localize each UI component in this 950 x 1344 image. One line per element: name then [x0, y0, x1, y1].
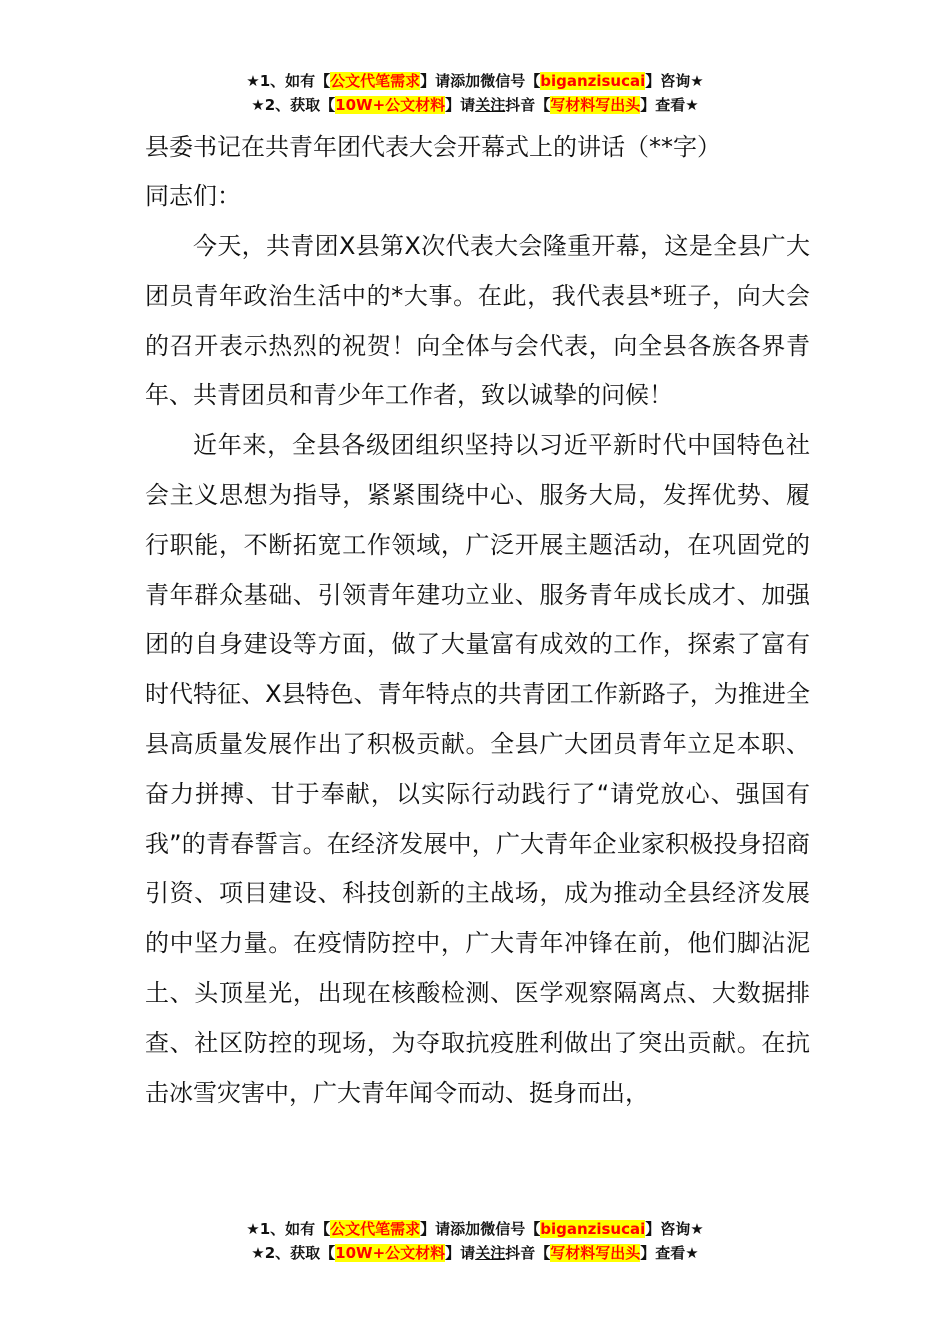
emphasis-add: 添加 — [450, 1220, 481, 1238]
footer-banner — [0, 1218, 950, 1266]
document-title: 县委书记在共青年团代表大会开幕式上的讲话（**字） — [145, 133, 721, 161]
emphasis-follow: 关注 — [475, 1244, 506, 1262]
highlight-materials: 10W+公文材料 — [335, 1244, 446, 1262]
highlight-service: 公文代笔需求 — [330, 72, 421, 90]
highlight-service: 公文代笔需求 — [330, 1220, 421, 1238]
paragraph: 近年来，全县各级团组织坚持以习近平新时代中国特色社会主义思想为指导，紧紧围绕中心、服务大局，发挥优势、履行职能，不断拓宽工作领域，广泛开展主题活动，在巩固党的青年群众基础、引领青年建功立业、服务青年成长成才、加强团的自身建设等方面，做了大量富有成效的工作，探索了富有时代特征、X县特色、青年特点的共青团工作新路子，为推进全县高质量发展作出了积极贡献。全县广大团员青年立足本职、奋力拼搏、甘于奉献，以实际行动践行了“请党放心、强国有我”的青春誓言。在经济发展中，广大青年企业家积极投身招商引资、项目建设、科技创新的主战场，成为推动全县经济发展的中坚力量。在疫情防控中，广大青年冲锋在前，他们脚沾泥土、头顶星光，出现在核酸检测、医学观察隔离点、大数据排查、社区防控的现场，为夺取抗疫胜利做出了突出贡献。在抗击冰雪灾害中，广大青年闻令而动、挺身而出， — [145, 431, 810, 1107]
emphasis-add: 添加 — [450, 72, 481, 90]
highlight-materials: 10W+公文材料 — [335, 96, 446, 114]
wechat-id: biganzisucai — [540, 1220, 646, 1238]
star-icon: ★ — [690, 72, 704, 90]
banner-line-follow: ★2、获取【10W+公文材料】请关注抖音【写材料写出头】查看★ — [251, 1244, 699, 1262]
douyin-account: 写材料写出头 — [550, 96, 641, 114]
banner-line-consult: ★1、如有【公文代笔需求】请添加微信号【biganzisucai】咨询★ — [246, 72, 704, 90]
emphasis-follow: 关注 — [475, 96, 506, 114]
star-icon: ★ — [685, 1244, 699, 1262]
wechat-id: biganzisucai — [540, 72, 646, 90]
star-icon: ★ — [690, 1220, 704, 1238]
star-icon: ★ — [685, 96, 699, 114]
star-icon: ★ — [246, 1220, 260, 1238]
star-icon: ★ — [251, 96, 265, 114]
paragraph: 今天，共青团X县第X次代表大会隆重开幕，这是全县广大团员青年政治生活中的*大事。在此，我代表县*班子，向大会的召开表示热烈的祝贺！向全体与会代表，向全县各族各界青年、共青团员和青少年工作者，致以诚挚的问候！ — [145, 232, 810, 410]
banner-line-follow: ★2、获取【10W+公文材料】请关注抖音【写材料写出头】查看★ — [251, 96, 699, 114]
document-body — [145, 124, 810, 1118]
greeting: 同志们： — [145, 182, 241, 210]
star-icon: ★ — [246, 72, 260, 90]
douyin-account: 写材料写出头 — [550, 1244, 641, 1262]
banner-line-consult: ★1、如有【公文代笔需求】请添加微信号【biganzisucai】咨询★ — [246, 1220, 704, 1238]
header-banner — [0, 70, 950, 118]
star-icon: ★ — [251, 1244, 265, 1262]
